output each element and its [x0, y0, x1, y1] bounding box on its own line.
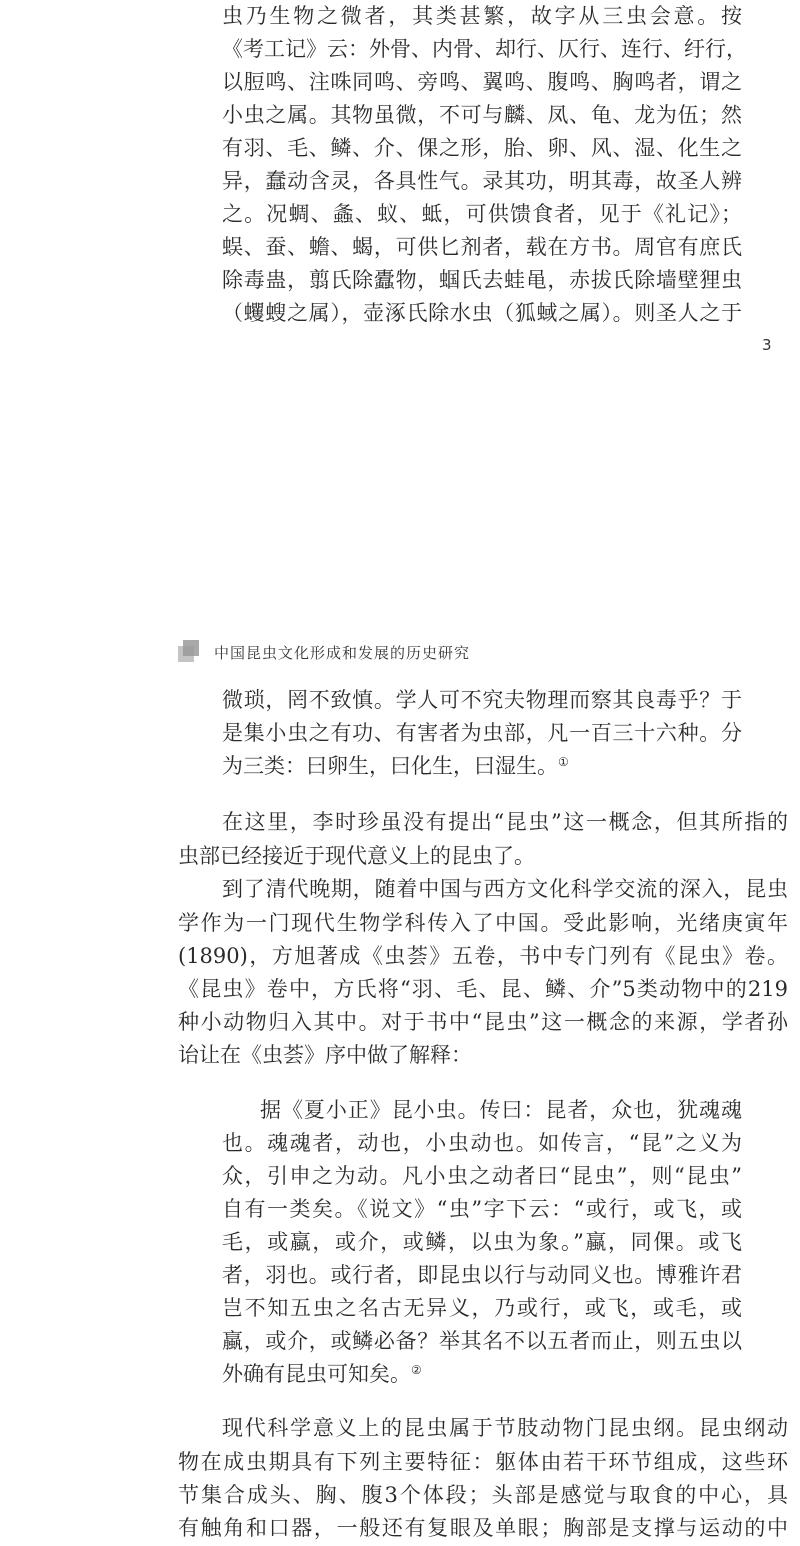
paragraph-line: 虫部已经接近于现代意义上的昆虫了。	[178, 844, 535, 868]
quote-line: 据《夏小正》昆小虫。传曰：昆者，众也，犹魂魂	[260, 1098, 742, 1122]
paragraph-line: 学作为一门现代生物学科传入了中国。受此影响，光绪庚寅年	[178, 911, 788, 935]
quote-line: 除毒蛊，翦氏除蠹物，蝈氏去蛙黾，赤拔氏除墙壁狸虫	[222, 268, 742, 292]
quote-line: 自有一类矣。《说文》“虫”字下云：“或行，或飞，或	[222, 1197, 742, 1221]
footnote-marker: ②	[411, 1363, 422, 1377]
paragraph-line: 《昆虫》卷中，方氏将“羽、毛、昆、鳞、介”5类动物中的219	[178, 977, 788, 1001]
square-icon	[178, 640, 202, 664]
quote-line	[222, 1358, 742, 1390]
paragraph-line: 有触角和口器，一般还有复眼及单眼；胸部是支撑与运动的中	[178, 1516, 788, 1540]
paragraph-line: 在这里，李时珍虽没有提出“昆虫”这一概念，但其所指的	[222, 810, 788, 834]
quote-line: 之。况蜩、螽、蚁、蚳，可供馈食者，见于《礼记》；	[222, 202, 742, 226]
quote-text: 为三类：曰卵生，曰化生，曰湿生。	[222, 754, 558, 778]
running-header	[178, 638, 470, 666]
quote-line: 有羽、毛、鳞、介、倮之形，胎、卵、风、湿、化生之	[222, 136, 742, 160]
quote-line: 者，羽也。或行者，即昆虫以行与动同义也。博雅许君	[222, 1263, 742, 1287]
quote-line: 以脰鸣、注咮同鸣、旁鸣、翼鸣、腹鸣、胸鸣者，谓之	[222, 70, 742, 94]
quote-line: 虫乃生物之微者，其类甚繁，故字从三虫会意。按	[222, 4, 742, 28]
paragraph-line: 诒让在《虫荟》序中做了解释：	[178, 1043, 472, 1067]
quote-line: 岂不知五虫之名古无异义，乃或行，或飞，或毛，或	[222, 1296, 742, 1320]
quote-line: 小虫之属。其物虽微，不可与麟、凤、龟、龙为伍；然	[222, 103, 742, 127]
paragraph-line: 现代科学意义上的昆虫属于节肢动物门昆虫纲。昆虫纲动	[222, 1416, 788, 1440]
footnote-marker: ①	[558, 755, 569, 769]
quote-line: 微琐，罔不致慎。学人可不究夫物理而察其良毒乎？于	[222, 688, 742, 712]
quote-text: 外确有昆虫可知矣。	[222, 1362, 411, 1386]
quote-line: 蠃，或介，或鳞必备？举其名不以五者而止，则五虫以	[222, 1329, 742, 1353]
book-title: 中国昆虫文化形成和发展的历史研究	[214, 643, 471, 662]
paragraph-line: 种小动物归入其中。对于书中“昆虫”这一概念的来源，学者孙	[178, 1010, 788, 1034]
quote-line: 毛，或蠃，或介，或鳞，以虫为象。”蠃，同倮。或飞	[222, 1230, 742, 1254]
quote-line: 异，蠢动含灵，各具性气。录其功，明其毒，故圣人辨	[222, 169, 742, 193]
paragraph-line: 物在成虫期具有下列主要特征：躯体由若干环节组成，这些环	[178, 1450, 788, 1474]
quote-line: 众，引申之为动。凡小虫之动者曰“昆虫”，则“昆虫”	[222, 1164, 742, 1188]
paragraph-line: (1890)，方旭著成《虫荟》五卷，书中专门列有《昆虫》卷。	[178, 944, 788, 968]
quote-line: （蠼螋之属），壶涿氏除水虫（狐蜮之属）。则圣人之于	[222, 301, 742, 325]
paragraph-line: 到了清代晚期，随着中国与西方文化科学交流的深入，昆虫	[222, 877, 788, 901]
quote-line: 《考工记》云：外骨、内骨、却行、仄行、连行、纡行，	[222, 37, 747, 61]
page-number: 3	[762, 336, 772, 354]
quote-line: 是集小虫之有功、有害者为虫部，凡一百三十六种。分	[222, 721, 742, 745]
quote-line	[222, 750, 742, 782]
quote-line: 蜈、蚕、蟾、蝎，可供匕剂者，载在方书。周官有庶氏	[222, 235, 742, 259]
paragraph-line: 节集合成头、胸、腹3个体段；头部是感觉与取食的中心，具	[178, 1483, 788, 1507]
quote-line: 也。魂魂者，动也，小虫动也。如传言，“昆”之义为	[222, 1131, 742, 1155]
